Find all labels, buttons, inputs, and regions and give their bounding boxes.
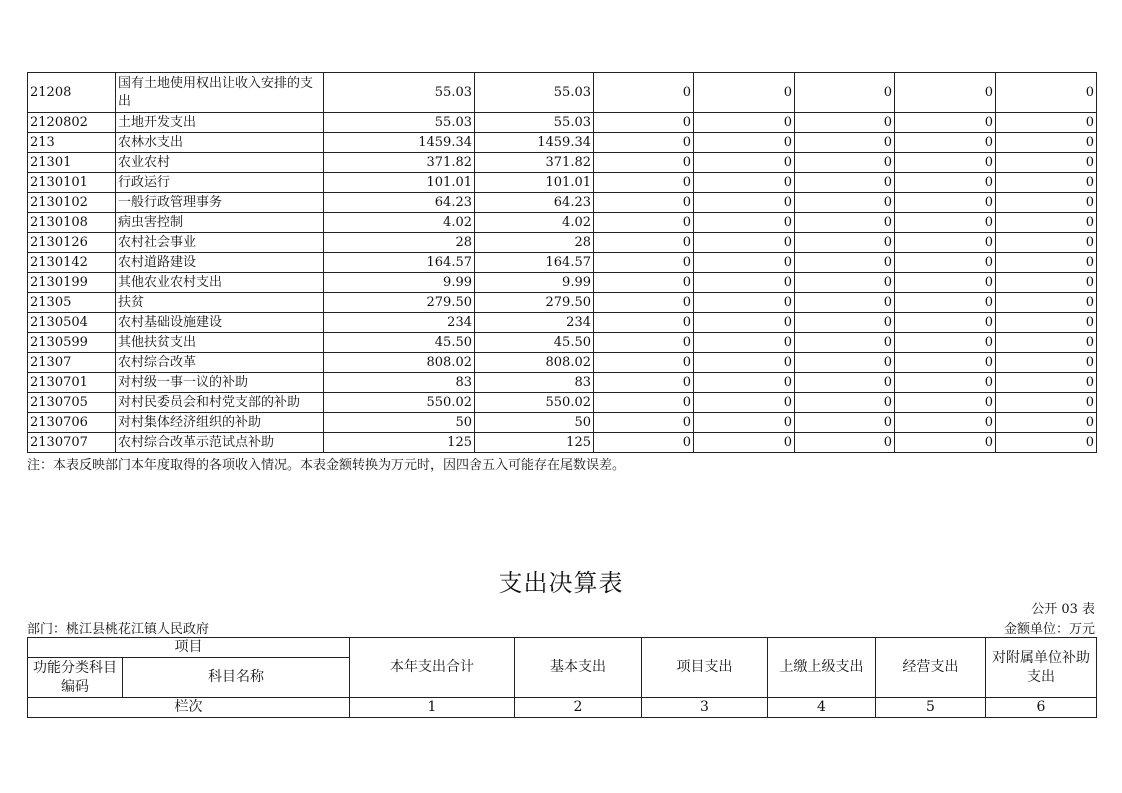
subject-code: 2130126: [28, 233, 116, 253]
amount-cell: 0: [694, 353, 795, 373]
header-col-subsidy: 对附属单位补助支出: [986, 638, 1097, 698]
table-row: [28, 393, 1097, 413]
amount-cell: 0: [895, 193, 996, 213]
amount-cell: 0: [594, 153, 694, 173]
amount-cell: 0: [895, 413, 996, 433]
subject-code: 2130504: [28, 313, 116, 333]
amount-cell: 0: [694, 113, 795, 133]
amount-cell: 28: [475, 233, 594, 253]
amount-cell: 0: [895, 233, 996, 253]
amount-cell: 125: [475, 433, 594, 453]
amount-cell: 0: [594, 253, 694, 273]
table-row: [28, 173, 1097, 193]
subject-name: 一般行政管理事务: [116, 193, 324, 213]
subject-code: 21301: [28, 153, 116, 173]
table-row: [28, 133, 1097, 153]
amount-cell: 0: [996, 213, 1097, 233]
table-row: [28, 73, 1097, 113]
amount-cell: 101.01: [324, 173, 475, 193]
subject-code: 2130701: [28, 373, 116, 393]
amount-cell: 0: [895, 293, 996, 313]
table-row: [28, 353, 1097, 373]
header-row-label: 栏次: [28, 698, 350, 718]
amount-cell: 0: [795, 193, 895, 213]
subject-code: 2120802: [28, 113, 116, 133]
amount-cell: 0: [795, 213, 895, 233]
amount-cell: 0: [895, 273, 996, 293]
amount-cell: 234: [475, 313, 594, 333]
amount-cell: 0: [694, 333, 795, 353]
amount-cell: 1459.34: [324, 133, 475, 153]
amount-cell: 0: [996, 333, 1097, 353]
amount-cell: 0: [996, 253, 1097, 273]
page-title: 支出决算表: [498, 569, 624, 597]
amount-cell: 0: [996, 313, 1097, 333]
amount-cell: 101.01: [475, 173, 594, 193]
subject-name: 农村综合改革: [116, 353, 324, 373]
subject-name: 农村社会事业: [116, 233, 324, 253]
table-row: [28, 333, 1097, 353]
header-col-operating: 经营支出: [876, 638, 986, 698]
amount-cell: 371.82: [324, 153, 475, 173]
amount-cell: 0: [895, 373, 996, 393]
expenditure-header-table: [27, 637, 1097, 718]
amount-cell: 83: [475, 373, 594, 393]
amount-cell: 0: [795, 413, 895, 433]
subject-name: 农村道路建设: [116, 253, 324, 273]
amount-cell: 0: [694, 293, 795, 313]
subject-name: 土地开发支出: [116, 113, 324, 133]
amount-cell: 0: [996, 273, 1097, 293]
amount-cell: 0: [594, 293, 694, 313]
table-row: [28, 153, 1097, 173]
amount-cell: 0: [795, 333, 895, 353]
amount-cell: 55.03: [324, 73, 475, 113]
subject-code: 2130707: [28, 433, 116, 453]
subject-code: 2130108: [28, 213, 116, 233]
amount-cell: 0: [594, 193, 694, 213]
amount-cell: 0: [594, 73, 694, 113]
amount-cell: 0: [895, 253, 996, 273]
amount-cell: 0: [795, 273, 895, 293]
amount-cell: 0: [895, 353, 996, 373]
amount-cell: 0: [694, 393, 795, 413]
amount-cell: 0: [795, 293, 895, 313]
header-name: 科目名称: [123, 658, 350, 698]
amount-cell: 0: [694, 373, 795, 393]
amount-cell: 0: [895, 113, 996, 133]
subject-name: 农林水支出: [116, 133, 324, 153]
amount-cell: 234: [324, 313, 475, 333]
amount-cell: 0: [795, 253, 895, 273]
amount-cell: 0: [996, 373, 1097, 393]
amount-cell: 0: [895, 313, 996, 333]
amount-cell: 550.02: [475, 393, 594, 413]
row-num: 5: [876, 698, 986, 718]
amount-cell: 0: [694, 193, 795, 213]
amount-cell: 0: [795, 373, 895, 393]
amount-cell: 0: [594, 353, 694, 373]
table-row: [28, 213, 1097, 233]
amount-cell: 0: [895, 133, 996, 153]
amount-cell: 0: [694, 173, 795, 193]
subject-code: 2130142: [28, 253, 116, 273]
amount-cell: 0: [594, 433, 694, 453]
subject-name: 国有土地使用权出让收入安排的支出: [116, 73, 324, 113]
amount-cell: 83: [324, 373, 475, 393]
subject-name: 其他农业农村支出: [116, 273, 324, 293]
amount-cell: 0: [594, 413, 694, 433]
amount-cell: 0: [996, 73, 1097, 113]
table-row: [28, 193, 1097, 213]
amount-cell: 808.02: [475, 353, 594, 373]
amount-cell: 0: [996, 393, 1097, 413]
row-num: 2: [515, 698, 642, 718]
subject-code: 2130706: [28, 413, 116, 433]
amount-cell: 0: [895, 173, 996, 193]
amount-cell: 50: [324, 413, 475, 433]
amount-cell: 4.02: [324, 213, 475, 233]
income-detail-table: [27, 72, 1097, 453]
amount-cell: 0: [996, 353, 1097, 373]
amount-cell: 0: [594, 313, 694, 333]
amount-cell: 9.99: [475, 273, 594, 293]
amount-cell: 55.03: [324, 113, 475, 133]
amount-cell: 0: [594, 393, 694, 413]
amount-cell: 0: [694, 133, 795, 153]
amount-cell: 0: [795, 173, 895, 193]
amount-cell: 0: [996, 193, 1097, 213]
subject-code: 2130102: [28, 193, 116, 213]
amount-cell: 0: [795, 313, 895, 333]
amount-cell: 0: [694, 73, 795, 113]
amount-cell: 0: [895, 393, 996, 413]
amount-cell: 0: [795, 73, 895, 113]
amount-cell: 279.50: [324, 293, 475, 313]
amount-cell: 9.99: [324, 273, 475, 293]
amount-cell: 371.82: [475, 153, 594, 173]
amount-cell: 50: [475, 413, 594, 433]
table-row: [28, 413, 1097, 433]
amount-cell: 0: [694, 153, 795, 173]
form-code: 公开 03 表: [1031, 602, 1095, 617]
department-label: 部门：桃江县桃花江镇人民政府: [27, 622, 210, 637]
amount-cell: 28: [324, 233, 475, 253]
subject-name: 对村级一事一议的补助: [116, 373, 324, 393]
subject-code: 213: [28, 133, 116, 153]
amount-cell: 279.50: [475, 293, 594, 313]
amount-cell: 0: [594, 133, 694, 153]
amount-cell: 0: [594, 233, 694, 253]
subject-code: 21208: [28, 73, 116, 113]
amount-cell: 0: [996, 433, 1097, 453]
amount-cell: 0: [795, 393, 895, 413]
table-row: [28, 113, 1097, 133]
amount-cell: 45.50: [324, 333, 475, 353]
subject-name: 行政运行: [116, 173, 324, 193]
amount-cell: 0: [895, 213, 996, 233]
subject-name: 扶贫: [116, 293, 324, 313]
amount-cell: 0: [795, 133, 895, 153]
amount-cell: 4.02: [475, 213, 594, 233]
row-num: 6: [986, 698, 1097, 718]
amount-cell: 45.50: [475, 333, 594, 353]
row-num: 4: [768, 698, 876, 718]
amount-cell: 0: [694, 313, 795, 333]
header-project: 项目: [28, 638, 350, 658]
subject-name: 病虫害控制: [116, 213, 324, 233]
amount-cell: 0: [795, 153, 895, 173]
table-row: [28, 273, 1097, 293]
amount-cell: 55.03: [475, 113, 594, 133]
amount-cell: 0: [694, 233, 795, 253]
subject-name: 农业农村: [116, 153, 324, 173]
amount-cell: 0: [795, 433, 895, 453]
table-note: 注：本表反映部门本年度取得的各项收入情况。本表金额转换为万元时，因四舍五入可能存在尾数误差。: [27, 458, 626, 473]
subject-name: 农村综合改革示范试点补助: [116, 433, 324, 453]
amount-cell: 0: [795, 113, 895, 133]
amount-cell: 164.57: [475, 253, 594, 273]
subject-code: 2130705: [28, 393, 116, 413]
subject-code: 21307: [28, 353, 116, 373]
amount-cell: 0: [895, 433, 996, 453]
table-row: [28, 233, 1097, 253]
amount-cell: 0: [895, 153, 996, 173]
table-row: [28, 293, 1097, 313]
row-num: 3: [642, 698, 768, 718]
amount-cell: 0: [594, 213, 694, 233]
amount-cell: 0: [694, 433, 795, 453]
subject-code: 2130199: [28, 273, 116, 293]
amount-cell: 0: [795, 353, 895, 373]
amount-cell: 125: [324, 433, 475, 453]
header-col-basic: 基本支出: [515, 638, 642, 698]
amount-cell: 0: [594, 273, 694, 293]
amount-cell: 550.02: [324, 393, 475, 413]
amount-cell: 0: [694, 273, 795, 293]
amount-cell: 0: [594, 373, 694, 393]
amount-cell: 0: [694, 213, 795, 233]
amount-cell: 0: [594, 333, 694, 353]
amount-cell: 0: [996, 413, 1097, 433]
amount-cell: 0: [996, 113, 1097, 133]
amount-cell: 0: [996, 293, 1097, 313]
subject-name: 农村基础设施建设: [116, 313, 324, 333]
amount-cell: 0: [895, 73, 996, 113]
amount-cell: 0: [594, 113, 694, 133]
amount-cell: 0: [996, 233, 1097, 253]
subject-code: 2130101: [28, 173, 116, 193]
amount-cell: 0: [694, 253, 795, 273]
table-row: [28, 313, 1097, 333]
table-row: [28, 433, 1097, 453]
amount-cell: 64.23: [324, 193, 475, 213]
subject-code: 2130599: [28, 333, 116, 353]
subject-name: 对村民委员会和村党支部的补助: [116, 393, 324, 413]
amount-cell: 0: [594, 173, 694, 193]
table-row: [28, 373, 1097, 393]
row-num: 1: [350, 698, 515, 718]
amount-cell: 0: [694, 413, 795, 433]
subject-name: 其他扶贫支出: [116, 333, 324, 353]
subject-name: 对村集体经济组织的补助: [116, 413, 324, 433]
amount-cell: 55.03: [475, 73, 594, 113]
amount-cell: 164.57: [324, 253, 475, 273]
table-row: [28, 253, 1097, 273]
header-col-project: 项目支出: [642, 638, 768, 698]
amount-cell: 1459.34: [475, 133, 594, 153]
header-col-remit: 上缴上级支出: [768, 638, 876, 698]
amount-cell: 0: [895, 333, 996, 353]
header-col-total: 本年支出合计: [350, 638, 515, 698]
unit-label: 金额单位：万元: [1003, 622, 1095, 637]
amount-cell: 64.23: [475, 193, 594, 213]
header-code: 功能分类科目编码: [28, 658, 123, 698]
amount-cell: 0: [996, 173, 1097, 193]
amount-cell: 808.02: [324, 353, 475, 373]
amount-cell: 0: [795, 233, 895, 253]
amount-cell: 0: [996, 133, 1097, 153]
amount-cell: 0: [996, 153, 1097, 173]
subject-code: 21305: [28, 293, 116, 313]
